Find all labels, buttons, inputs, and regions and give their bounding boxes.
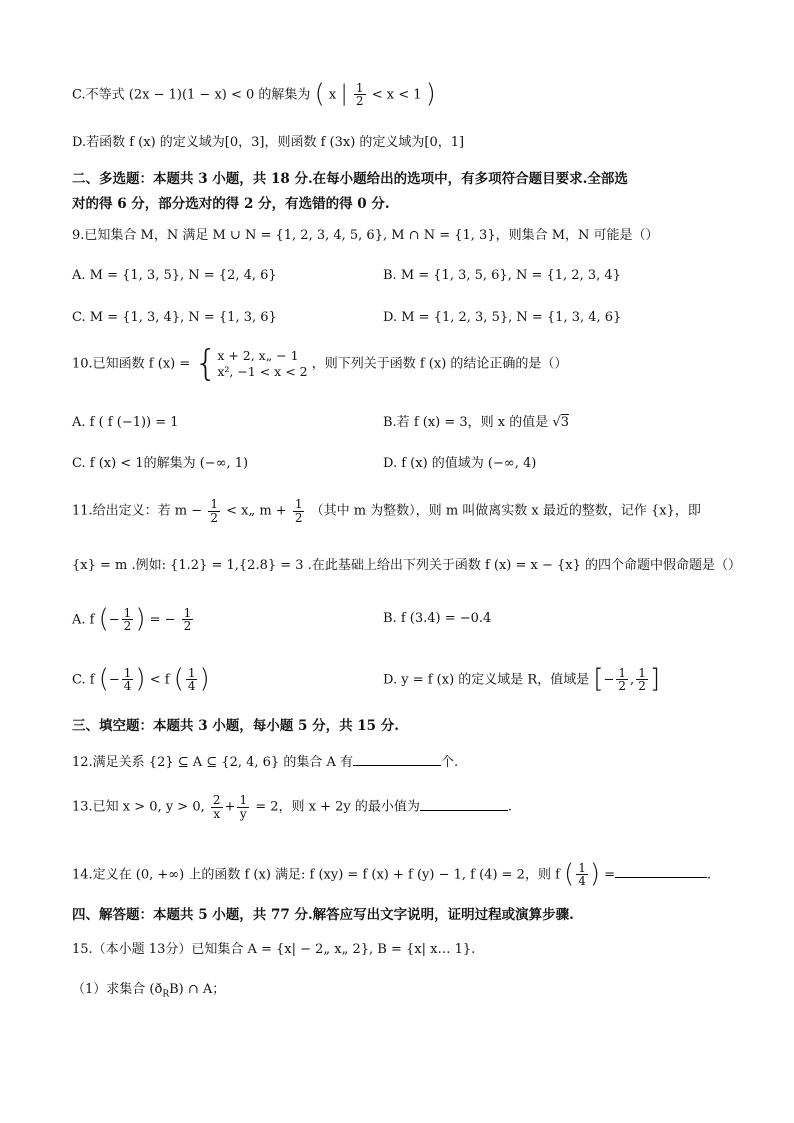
q11-d-frac-left bbox=[616, 667, 628, 693]
fraction-denominator: y bbox=[239, 806, 247, 821]
left-brace: { bbox=[194, 343, 218, 384]
q11-a-rhs-frac bbox=[182, 607, 194, 633]
q10-suffix: ，则下列关于函数 f (x) 的结论正确的是（） bbox=[311, 356, 568, 372]
q12-stem bbox=[72, 752, 458, 772]
q13-prefix: 13.已知 x > 0, y > 0, bbox=[72, 799, 205, 815]
right-paren: ) bbox=[135, 604, 146, 634]
q14-prefix: 14.定义在 (0, +∞) 上的函数 f (x) 满足: f (xy) = f (x) + f (y) − 1, f (4) = 2，则 f bbox=[72, 867, 560, 883]
left-paren: ( bbox=[314, 79, 325, 109]
q15-part1-text: （1）求集合 (ð bbox=[72, 982, 163, 997]
q8-c-set-var: x bbox=[328, 87, 337, 103]
fraction-denominator: 2 bbox=[183, 619, 192, 634]
q8-c-prefix: C.不等式 bbox=[72, 87, 125, 103]
q11-l1-prefix: 11.给出定义：若 m − bbox=[72, 503, 203, 519]
q11-c-frac-right bbox=[186, 667, 198, 693]
q11-c-frac-left bbox=[122, 667, 134, 693]
q9-stem: 9.已知集合 M，N 满足 M ∪ N = {1, 2, 3, 4, 5, 6}, M ∩ N = {1, 3}，则集合 M，N 可能是（） bbox=[72, 228, 659, 243]
q11-d-prefix: D. y = f (x) 的定义域是 R，值域是 bbox=[383, 672, 590, 688]
q10-option-b bbox=[383, 415, 569, 432]
q13-frac-2 bbox=[237, 794, 249, 820]
q11-option-c bbox=[72, 663, 210, 697]
right-paren: ) bbox=[199, 664, 210, 694]
q13-frac-1 bbox=[211, 794, 223, 820]
fraction-denominator: 2 bbox=[294, 510, 303, 525]
fraction-numerator: 1 bbox=[123, 605, 132, 620]
q15-part1-tail: B) ∩ A； bbox=[169, 982, 226, 997]
set-bar: | bbox=[340, 81, 348, 107]
sqrt-radicand: 3 bbox=[560, 415, 569, 430]
left-paren: ( bbox=[173, 664, 184, 694]
complement-subscript: R bbox=[162, 989, 170, 1000]
left-paren: ( bbox=[564, 859, 575, 889]
fraction-numerator: 1 bbox=[618, 665, 627, 680]
fraction-denominator: x bbox=[213, 806, 221, 821]
section4-heading: 四、解答题：本题共 5 小题，共 77 分.解答应写出文字说明，证明过程或演算步骤. bbox=[72, 907, 574, 923]
q8-option-d: D.若函数 f (x) 的定义域为[0，3]，则函数 f (3x) 的定义域为[0，1] bbox=[72, 135, 465, 150]
right-paren: ) bbox=[135, 664, 146, 694]
q10-b-text: B.若 f (x) = 3，则 x 的值是 √ bbox=[383, 415, 561, 430]
fraction-numerator: 1 bbox=[638, 665, 646, 680]
left-paren: ( bbox=[98, 604, 109, 634]
q11-option-a bbox=[72, 603, 195, 637]
q15-part1 bbox=[72, 982, 225, 1001]
answer-blank[interactable] bbox=[353, 752, 441, 766]
minus-sign: − bbox=[603, 672, 615, 688]
q11-a-frac bbox=[122, 607, 134, 633]
fraction-numerator: 1 bbox=[210, 497, 218, 511]
q11-l1-middle: < x„ m + bbox=[226, 503, 287, 519]
q10-prefix: 10.已知函数 f (x) = bbox=[72, 356, 191, 372]
fraction-numerator: 1 bbox=[294, 497, 303, 511]
q8-option-c bbox=[72, 78, 436, 112]
q10-option-a: A. f ( f (−1)) = 1 bbox=[72, 415, 179, 430]
q8-c-set-tail: < x < 1 bbox=[371, 87, 422, 103]
q13-end: . bbox=[507, 799, 513, 815]
q12-suffix: 个. bbox=[441, 755, 459, 770]
fraction-denominator: 2 bbox=[123, 619, 132, 634]
piecewise-function bbox=[194, 343, 308, 384]
q9-option-b: B. M = {1, 3, 5, 6}, N = {1, 2, 3, 4} bbox=[383, 268, 621, 283]
fraction-denominator: 4 bbox=[187, 679, 196, 694]
right-paren: ) bbox=[425, 79, 436, 109]
fraction-numerator: 2 bbox=[212, 793, 221, 807]
minus-sign: − bbox=[108, 612, 120, 628]
right-paren: ) bbox=[589, 859, 600, 889]
q8-c-half bbox=[354, 82, 366, 108]
q9-option-c: C. M = {1, 3, 4}, N = {1, 3, 6} bbox=[72, 310, 277, 325]
fraction-denominator: 2 bbox=[638, 679, 646, 694]
q11-l1-suffix: （其中 m 为整数），则 m 叫做离实数 x 最近的整数，记作 {x}，即 bbox=[310, 503, 701, 519]
fraction-numerator: 1 bbox=[183, 605, 192, 620]
q15-stem: 15.（本小题 13分）已知集合 A = {x| − 2„ x„ 2}, B = {x| x… 1}. bbox=[72, 942, 476, 957]
q11-c-prefix: C. f bbox=[72, 672, 95, 688]
q8-c-expression: (2x − 1)(1 − x) < 0 bbox=[128, 87, 255, 103]
q14-stem bbox=[72, 858, 711, 892]
fraction-denominator: 4 bbox=[578, 874, 586, 889]
q11-option-b: B. f (3.4) = −0.4 bbox=[383, 611, 492, 626]
q8-c-middle: 的解集为 bbox=[258, 87, 311, 103]
answer-blank[interactable] bbox=[615, 864, 707, 878]
q13-suffix: = 2，则 x + 2y 的最小值为 bbox=[255, 799, 420, 815]
q11-a-prefix: A. f bbox=[72, 612, 95, 628]
q14-frac bbox=[576, 862, 588, 888]
q11-stem-line1 bbox=[72, 498, 701, 524]
fraction-numerator: 1 bbox=[123, 665, 132, 680]
left-paren: ( bbox=[98, 664, 109, 694]
fraction-numerator: 1 bbox=[355, 80, 364, 95]
answer-blank[interactable] bbox=[420, 797, 508, 811]
q10-option-d: D. f (x) 的值域为 (−∞, 4) bbox=[383, 456, 537, 471]
fraction-numerator: 1 bbox=[578, 860, 586, 875]
q9-option-d: D. M = {1, 2, 3, 5}, N = {1, 3, 4, 6} bbox=[383, 310, 622, 325]
minus-sign: − bbox=[108, 672, 120, 688]
q14-end: . bbox=[707, 867, 712, 883]
fraction-denominator: 4 bbox=[123, 679, 132, 694]
q11-half-a bbox=[208, 498, 220, 524]
q13-stem: 13.已知 x > 0, y > 0, $\frac{2}{x}$ + $\frac{1}{y}$ = 2，则 x + 2y 的最小值为 . bbox=[72, 793, 513, 821]
section3-heading: 三、填空题：本题共 3 小题，每小题 5 分，共 15 分. bbox=[72, 718, 399, 734]
q11-d-frac-right bbox=[636, 667, 648, 693]
section2-heading-line1: 二、多选题：本题共 3 小题，共 18 分.在每小题给出的选项中，有多项符合题目要求.全部选 bbox=[72, 171, 628, 187]
fraction-numerator: 1 bbox=[187, 665, 196, 680]
q10-stem bbox=[72, 343, 568, 384]
section2-heading-line2: 对的得 6 分，部分选对的得 2 分，有选错的得 0 分. bbox=[72, 196, 390, 212]
piecewise-case-1: x + 2, x„ − 1 bbox=[217, 348, 299, 364]
q11-c-less-than: < f bbox=[149, 672, 170, 688]
q11-a-equals: = − bbox=[149, 612, 176, 628]
q9-option-a: A. M = {1, 3, 5}, N = {2, 4, 6} bbox=[72, 268, 277, 283]
left-bracket: [ bbox=[593, 664, 604, 694]
piecewise-case-2: x², −1 < x < 2 bbox=[217, 364, 308, 379]
fraction-denominator: 2 bbox=[355, 94, 364, 109]
right-bracket: ] bbox=[649, 664, 660, 694]
fraction-numerator: 1 bbox=[239, 793, 248, 807]
q14-equals: = bbox=[604, 867, 616, 883]
fraction-denominator: 2 bbox=[618, 679, 627, 694]
fraction-denominator: 2 bbox=[210, 510, 218, 525]
q10-option-c: C. f (x) < 1的解集为 (−∞, 1) bbox=[72, 456, 249, 471]
q11-option-d: D. y = f (x) 的定义域是 R，值域是 [− $\frac{1}{2}$ , $\frac{1}{2}$ ] bbox=[383, 664, 660, 694]
q11-stem-line2: {x} = m .例如: {1.2} = 1,{2.8} = 3 .在此基础上给出下列关于函数 f (x) = x − {x} 的四个命题中假命题是（） bbox=[72, 558, 742, 573]
q11-half-b bbox=[293, 498, 305, 524]
q12-text: 12.满足关系 {2} ⊆ A ⊆ {2, 4, 6} 的集合 A 有 bbox=[72, 755, 353, 770]
